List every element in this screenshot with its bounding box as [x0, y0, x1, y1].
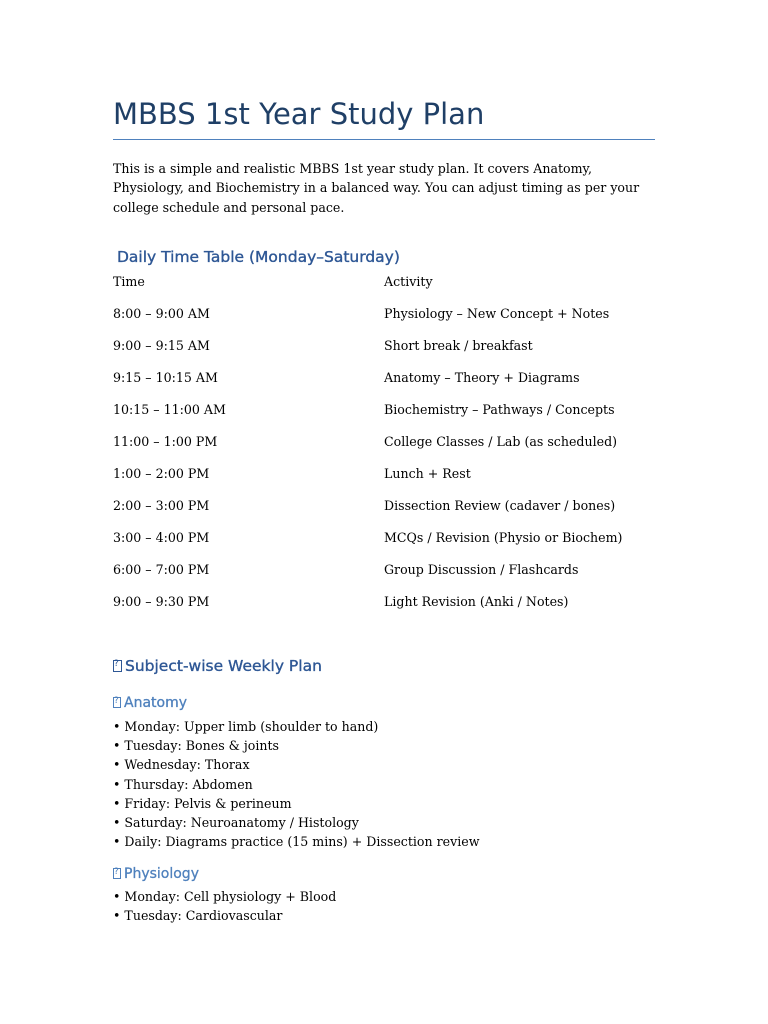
- anatomy-list: [113, 717, 655, 851]
- row-time: 10:15 – 11:00 AM: [113, 402, 226, 417]
- physiology-heading-text: Physiology: [124, 866, 199, 882]
- table-row: [113, 464, 655, 496]
- table-row: [113, 400, 655, 432]
- row-activity: Group Discussion / Flashcards: [384, 562, 579, 577]
- row-activity: Anatomy – Theory + Diagrams: [384, 370, 580, 385]
- row-time: 11:00 – 1:00 PM: [113, 434, 218, 449]
- physiology-list: [113, 887, 655, 925]
- list-item: • Monday: Cell physiology + Blood: [113, 889, 337, 904]
- list-item: • Monday: Upper limb (shoulder to hand): [113, 719, 379, 734]
- row-activity: Lunch + Rest: [384, 466, 471, 481]
- table-row: [113, 336, 655, 368]
- anatomy-heading-text: Anatomy: [124, 695, 188, 711]
- row-activity: College Classes / Lab (as scheduled): [384, 434, 618, 449]
- list-item: • Tuesday: Cardiovascular: [113, 908, 283, 924]
- list-item: • Wednesday: Thorax: [113, 757, 250, 773]
- physiology-heading: [113, 866, 199, 882]
- daily-timetable: [113, 272, 655, 624]
- table-row: [113, 560, 655, 592]
- time-column-header: Time: [113, 274, 145, 289]
- timetable-header-row: [113, 272, 655, 304]
- row-activity: Dissection Review (cadaver / bones): [384, 498, 616, 513]
- table-row: [113, 592, 655, 624]
- list-item: • Thursday: Abdomen: [113, 776, 253, 792]
- list-item: • Daily: Diagrams practice (15 mins) + Dissection review: [113, 834, 480, 850]
- weekly-plan-heading-text: Subject-wise Weekly Plan: [125, 657, 322, 675]
- activity-column-header: Activity: [384, 274, 433, 289]
- row-time: 8:00 – 9:00 AM: [113, 306, 210, 321]
- row-activity: MCQs / Revision (Physio or Biochem): [384, 530, 623, 545]
- title-underline: [113, 139, 655, 140]
- daily-timetable-heading: Daily Time Table (Monday–Saturday): [117, 248, 400, 266]
- missing-glyph-icon: [113, 697, 121, 708]
- missing-glyph-icon: [113, 868, 121, 879]
- row-time: 3:00 – 4:00 PM: [113, 530, 210, 545]
- page-title: MBBS 1st Year Study Plan: [113, 97, 485, 131]
- row-activity: Biochemistry – Pathways / Concepts: [384, 402, 615, 417]
- table-row: [113, 304, 655, 336]
- intro-paragraph: This is a simple and realistic MBBS 1st year study plan. It covers Anatomy, Physiology, and Biochemistry in a balanced way. You can adjust timing as per your college schedule and personal pace.: [113, 161, 640, 215]
- row-activity: Light Revision (Anki / Notes): [384, 594, 569, 609]
- list-item: • Tuesday: Bones & joints: [113, 738, 280, 754]
- row-time: 9:00 – 9:30 PM: [113, 594, 210, 609]
- weekly-plan-heading: [113, 657, 322, 675]
- list-item: • Friday: Pelvis & perineum: [113, 795, 292, 811]
- row-time: 6:00 – 7:00 PM: [113, 562, 210, 577]
- row-time: 9:15 – 10:15 AM: [113, 370, 218, 385]
- row-time: 9:00 – 9:15 AM: [113, 338, 210, 353]
- row-time: 1:00 – 2:00 PM: [113, 466, 210, 481]
- table-row: [113, 528, 655, 560]
- row-time: 2:00 – 3:00 PM: [113, 498, 210, 513]
- row-activity: Short break / breakfast: [384, 338, 533, 353]
- row-activity: Physiology – New Concept + Notes: [384, 306, 610, 321]
- table-row: [113, 368, 655, 400]
- table-row: [113, 496, 655, 528]
- list-item: • Saturday: Neuroanatomy / Histology: [113, 815, 359, 831]
- anatomy-heading: [113, 695, 187, 711]
- missing-glyph-icon: [113, 660, 122, 672]
- table-row: [113, 432, 655, 464]
